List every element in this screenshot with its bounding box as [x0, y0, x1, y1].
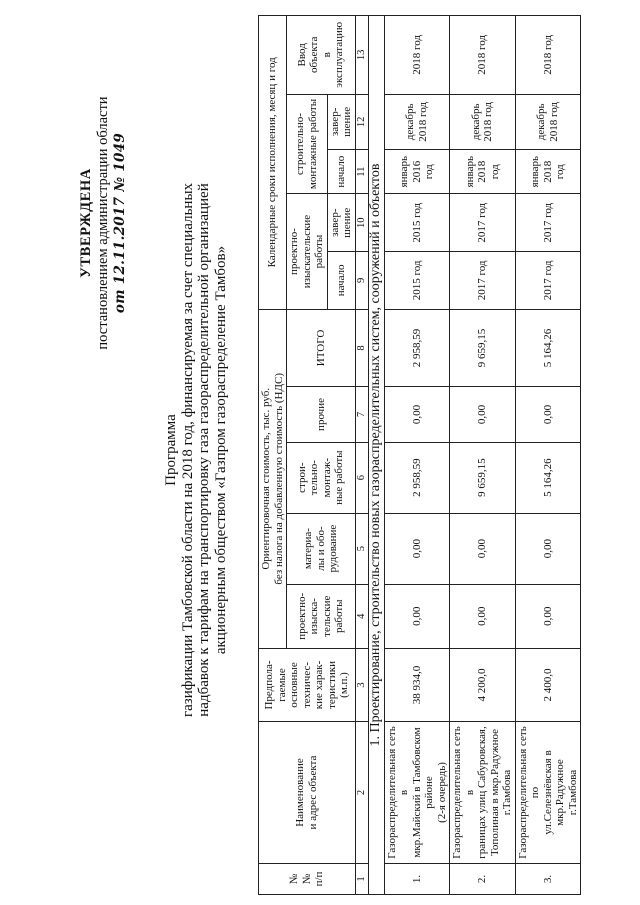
header-schedule-group: Календарные сроки исполнения, месяц и год: [259, 16, 287, 310]
program-table: [258, 15, 581, 895]
title-line-3: надбавок к тарифам на транспортировку газа газораспределительной организацией: [196, 183, 212, 717]
title-line-1: Программа: [163, 414, 179, 486]
approval-handwritten-date: от 12.11.2017 № 1049: [112, 132, 128, 314]
header-total: ИТОГО: [287, 309, 356, 387]
approval-title: УТВЕРЖДЕНА: [78, 168, 94, 278]
object-name: Газораспределительная сеть в границах улиц Сабуровская, Тополиная в мкр.Радужное г.Тамбова: [450, 722, 516, 864]
section-heading: 1. Проектирование, строительство новых газораспределительных систем, сооружений и объектов: [369, 16, 385, 895]
approval-stamp: [78, 8, 129, 438]
approval-line: постановлением администрации области: [95, 96, 111, 350]
header-other: прочие: [287, 387, 356, 442]
header-survey-schedule: проектно- изыскательские работы: [287, 194, 328, 309]
header-survey-works: проектно- изыска- тельские работы: [287, 584, 356, 648]
header-end-2: завер- шение: [327, 94, 355, 149]
header-cost-group: Ориентировочная стоимость, тыс. руб. без налога на добавленную стоимость (НДС): [259, 309, 287, 648]
header-commissioning: Ввод объекта в эксплуатацию: [287, 16, 356, 95]
table-row: 1. Газораспределительная сеть в мкр.Майский в Тамбовском районе (2-я очередь) 38 934,0 0,00 0,00 2 958,59 0,00 2 958,59 2015 год 2015 год январь 2016 год декабрь 2018 год 2018 год: [384, 16, 450, 895]
column-numbers-row: 1 2 3 4 5 6 7 8 9 10 11 12 13: [355, 16, 369, 895]
header-construction-schedule: строительно- монтажные работы: [287, 94, 328, 194]
header-num: № № п/п: [259, 863, 356, 894]
table-row: 3. Газораспределительная сеть по ул.Селезнёвская в мкр.Радужное г.Тамбова 2 400,0 0,00 0,00 5 164,26 0,00 5 164,26 2017 год 2017 год январь 2018 год декабрь 2018 год 2018 год: [515, 16, 581, 895]
header-end-1: завер- шение: [327, 194, 355, 252]
title-line-4: акционерным обществом «Газпром газораспределение Тамбов»: [212, 245, 229, 655]
header-characteristics: Предпола- гаемые основные техничес- кие харак- теристики (м.п.): [259, 648, 356, 721]
header-materials: материа- лы и обо- рудование: [287, 513, 356, 584]
title-line-2: газификации Тамбовской области на 2018 год, финансируемая за счет специальных: [179, 182, 196, 718]
table-row: 2. Газораспределительная сеть в границах улиц Сабуровская, Тополиная в мкр.Радужное г.Тамбова 4 200,0 0,00 0,00 9 659,15 0,00 9 659,15 2017 год 2017 год январь 2018 год декабрь 2018 год 2018 год: [450, 16, 516, 895]
document-title: [163, 145, 229, 755]
header-start-2: начало: [327, 150, 355, 194]
header-construction: строи- тельно- монтаж- ные работы: [287, 442, 356, 513]
object-name: Газораспределительная сеть по ул.Селезнёвская в мкр.Радужное г.Тамбова: [515, 722, 581, 864]
header-name: Наименование и адрес объекта: [259, 722, 356, 864]
object-name: Газораспределительная сеть в мкр.Майский в Тамбовском районе (2-я очередь): [384, 722, 450, 864]
header-start-1: начало: [327, 252, 355, 310]
